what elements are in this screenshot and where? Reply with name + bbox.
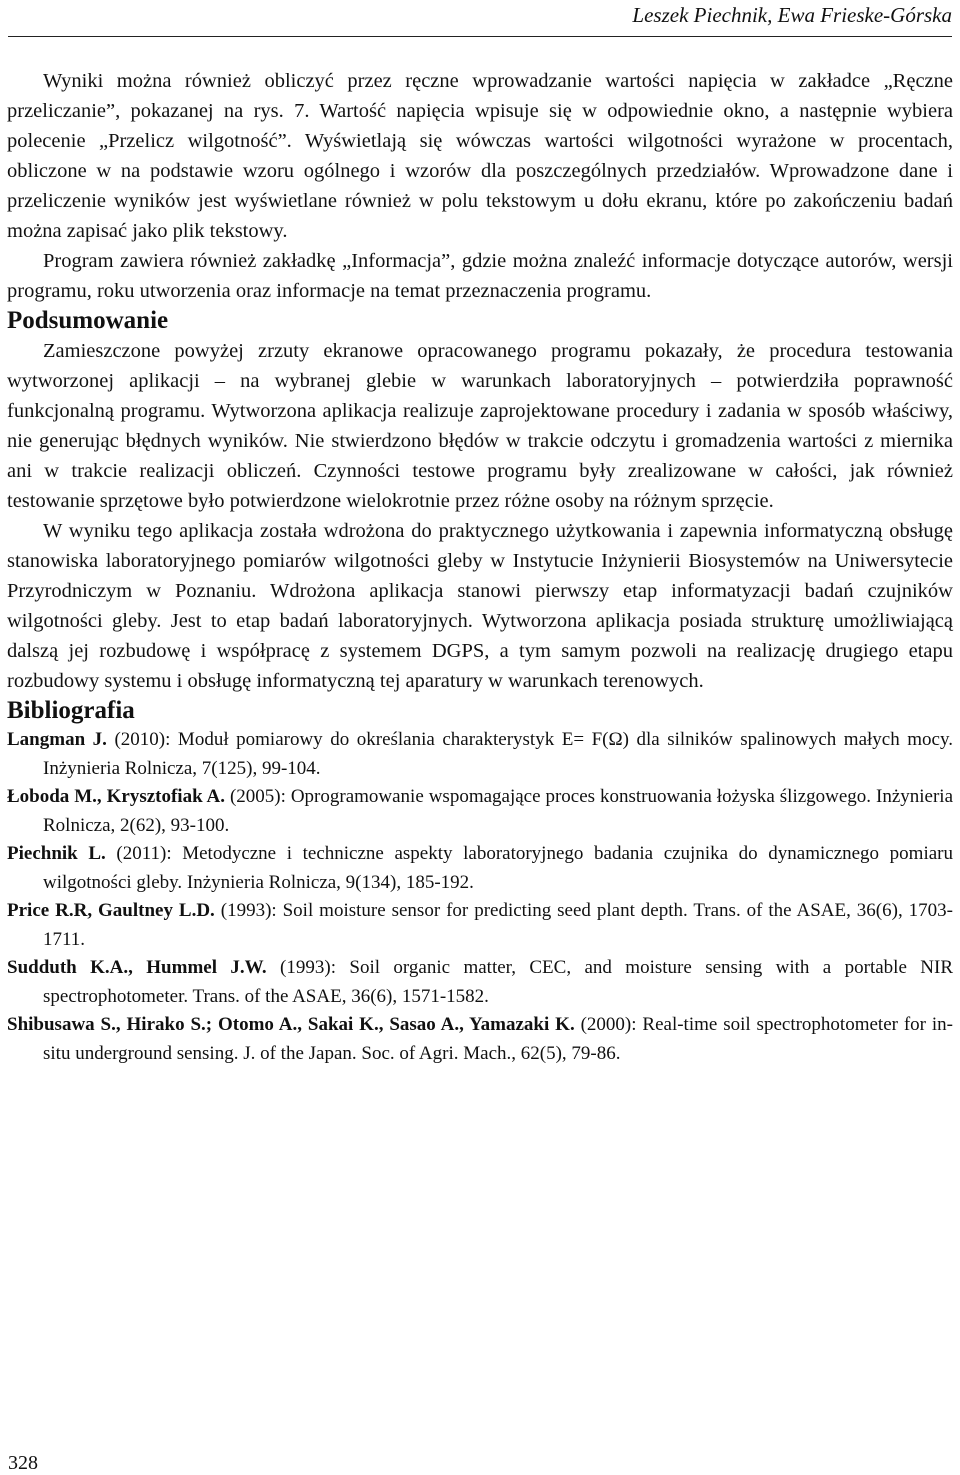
page-number: 328 xyxy=(8,1452,38,1474)
header-rule xyxy=(8,36,952,37)
summary-paragraph-1: Zamieszczone powyżej zrzuty ekranowe opracowanego programu pokazały, że procedura testowania wytworzonej aplikacji – na wybranej glebie w warunkach laboratoryjnych – potwierdziła poprawność funkcjonalną programu. Wytworzona aplikacja realizuje zaprojektowane procedury i zadania w sposób właściwy, nie generując błędnych wyników. Nie stwierdzono błędów w trakcie odczytu i gromadzenia wartości z miernika ani w trakcie realizacji obliczeń. Czynności testowe programu były zrealizowane w całości, jak również testowanie sprzętowe było potwierdzone wielokrotnie przez różne osoby na różnym sprzęcie. xyxy=(7,340,953,512)
summary-paragraph-2: W wyniku tego aplikacja została wdrożona do praktycznego użytkowania i zapewnia informatyczną obsługę stanowiska laboratoryjnego pomiarów wilgotności gleby w Instytucie Inżynierii Biosystemów na Uniwersytecie Przyrodniczym w Poznaniu. Wdrożona aplikacja stanowi pierwszy etap informatyzacji badań czujników wilgotności gleby. Jest to etap badań laboratoryjnych. Wytworzona aplikacja posiada strukturę umożliwiającą dalszą jej rozbudowę i współpracę z systemem DGPS, a tym samym pozwoli na realizację drugiego etapu rozbudowy systemu i obsługę informatyczną tej aparatury w warunkach terenowych. xyxy=(7,520,953,692)
entry-authors: Piechnik L. xyxy=(7,843,106,864)
entry-authors: Price R.R, Gaultney L.D. xyxy=(7,900,215,921)
intro-paragraph-1: Wyniki można również obliczyć przez ręczne wprowadzanie wartości napięcia w zakładce „Ręczne przeliczanie”, pokazanej na rys. 7. Wartość napięcia wpisuje się w odpowiednie okno, a następnie wybiera polecenie „Przelicz wilgotność”. Wyświetlają się wówczas wartości wilgotności wyrażone w procentach, obliczone w na podstawie wzoru ogólnego i wzorów dla poszczególnych przedziałów. Wprowadzone dane i przeliczenie wyników jest wyświetlane również w polu tekstowym u dołu ekranu, które po zakończeniu badań można zapisać jako plik tekstowy. xyxy=(7,70,953,242)
bibliography-heading: Bibliografia xyxy=(7,697,135,724)
bibliography-entry xyxy=(7,1011,953,1068)
bibliography-entry xyxy=(7,840,953,897)
bibliography-entry xyxy=(7,897,953,954)
summary-heading: Podsumowanie xyxy=(7,307,169,334)
bibliography-list xyxy=(7,726,953,1068)
bibliography-entry xyxy=(7,954,953,1011)
entry-details: (2011): Metodyczne i techniczne aspekty laboratoryjnego badania czujnika do dynamicznego pomiaru wilgotności gleby. Inżynieria Rolnicza, 9(134), 185-192. xyxy=(43,843,953,893)
main-content xyxy=(7,66,953,1068)
entry-details: (1993): Soil organic matter, CEC, and moisture sensing with a portable NIR spectrophotometer. Trans. of the ASAE, 36(6), 1571-1582. xyxy=(43,957,953,1007)
entry-authors: Łoboda M., Krysztofiak A. xyxy=(7,786,226,807)
entry-authors: Sudduth K.A., Hummel J.W. xyxy=(7,957,267,978)
entry-details: (2010): Moduł pomiarowy do określania charakterystyk E= F(Ω) dla silników spalinowych małych mocy. Inżynieria Rolnicza, 7(125), 99-104. xyxy=(43,729,953,779)
entry-details: (1993): Soil moisture sensor for predicting seed plant depth. Trans. of the ASAE, 36(6), 1703-1711. xyxy=(43,900,953,950)
running-header-authors: Leszek Piechnik, Ewa Frieske-Górska xyxy=(632,3,952,27)
bibliography-entry xyxy=(7,726,953,783)
intro-paragraph-2: Program zawiera również zakładkę „Informacja”, gdzie można znaleźć informacje dotyczące autorów, wersji programu, roku utworzenia oraz informacje na temat przeznaczenia programu. xyxy=(7,250,953,302)
entry-authors: Langman J. xyxy=(7,729,107,750)
entry-details: (2000): Real-time soil spectrophotometer for in-situ underground sensing. J. of the Japan. Soc. of Agri. Mach., 62(5), 79-86. xyxy=(43,1014,953,1064)
entry-details: (2005): Oprogramowanie wspomagające proces konstruowania łożyska ślizgowego. Inżynieria Rolnicza, 2(62), 93-100. xyxy=(43,786,953,836)
bibliography-entry xyxy=(7,783,953,840)
entry-authors: Shibusawa S., Hirako S.; Otomo A., Sakai K., Sasao A., Yamazaki K. xyxy=(7,1014,575,1035)
